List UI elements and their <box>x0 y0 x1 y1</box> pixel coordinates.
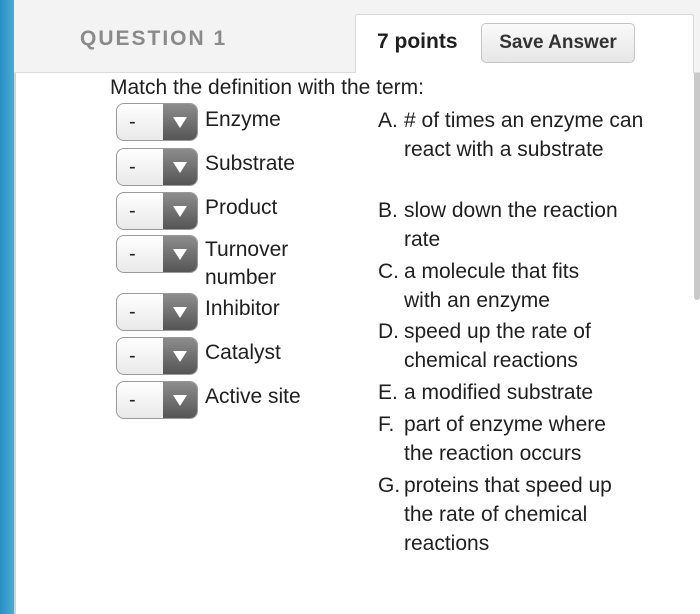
dropdown-button[interactable] <box>163 149 197 185</box>
chevron-down-icon <box>173 117 187 128</box>
term-label: Substrate <box>205 152 295 175</box>
definition-letter: A. <box>378 109 398 132</box>
match-select-turnover-number[interactable] <box>116 235 198 273</box>
question-title: QUESTION 1 <box>80 27 228 50</box>
select-value: - <box>129 200 136 222</box>
term-label: Active site <box>205 385 301 408</box>
definition-a-text: # of times an enzyme can react with a substrate <box>404 109 644 161</box>
dropdown-button[interactable] <box>163 338 197 374</box>
select-value: - <box>129 243 136 265</box>
definition-b-text: slow down the reaction rate <box>404 199 618 251</box>
chevron-down-icon <box>173 351 187 362</box>
select-value: - <box>129 111 136 133</box>
definition-letter: G. <box>378 474 401 497</box>
definition-d-text: speed up the rate of chemical reactions <box>404 320 591 372</box>
match-select-enzyme[interactable] <box>116 103 198 141</box>
dropdown-button[interactable] <box>163 294 197 330</box>
dropdown-button[interactable] <box>163 104 197 140</box>
definition-g-text: proteins that speed up the rate of chemical reactions <box>404 474 612 555</box>
match-select-substrate[interactable] <box>116 148 198 186</box>
definition-letter: F. <box>378 413 395 436</box>
select-value: - <box>129 389 136 411</box>
dropdown-button[interactable] <box>163 193 197 229</box>
chevron-down-icon <box>173 206 187 217</box>
definition-c-text: a molecule that fits with an enzyme <box>404 260 580 312</box>
chevron-down-icon <box>173 307 187 318</box>
term-label: Product <box>205 196 278 219</box>
chevron-down-icon <box>173 162 187 173</box>
match-select-catalyst[interactable] <box>116 337 198 375</box>
match-select-product[interactable] <box>116 192 198 230</box>
term-label: Catalyst <box>205 341 281 364</box>
term-label: Enzyme <box>205 108 281 131</box>
term-label: Turnover number <box>205 238 289 289</box>
dropdown-button[interactable] <box>163 236 197 272</box>
save-answer-button[interactable]: Save Answer <box>481 23 635 63</box>
chevron-down-icon <box>173 249 187 260</box>
chevron-down-icon <box>173 395 187 406</box>
definition-letter: E. <box>378 381 398 404</box>
points-label: 7 points <box>377 30 458 53</box>
select-value: - <box>129 345 136 367</box>
definition-letter: D. <box>378 320 399 343</box>
question-instruction: Match the definition with the term: <box>110 76 424 99</box>
definition-letter: B. <box>378 199 398 222</box>
definition-e-text: a modified substrate <box>404 381 594 404</box>
definition-letter: C. <box>378 260 399 283</box>
term-label: Inhibitor <box>205 297 280 320</box>
definition-text <box>404 106 644 164</box>
match-select-inhibitor[interactable] <box>116 293 198 331</box>
select-value: - <box>129 301 136 323</box>
scrollbar[interactable] <box>694 70 700 300</box>
left-accent-bar <box>0 0 14 614</box>
definition-f-text: part of enzyme where the reaction occurs <box>404 413 606 465</box>
dropdown-button[interactable] <box>163 382 197 418</box>
select-value: - <box>129 156 136 178</box>
match-select-active-site[interactable] <box>116 381 198 419</box>
